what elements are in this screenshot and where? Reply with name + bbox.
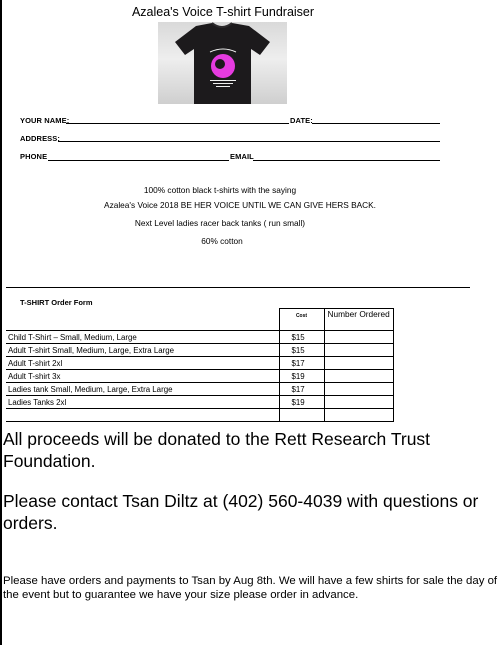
order-table — [6, 308, 394, 422]
item-description: Ladies Tanks 2xl — [6, 396, 279, 409]
address-label: ADDRESS: — [20, 134, 60, 143]
item-cost: $17 — [279, 357, 324, 370]
number-ordered-cell[interactable] — [324, 344, 393, 357]
item-description — [6, 409, 279, 422]
table-row — [6, 357, 393, 370]
item-cost: $17 — [279, 383, 324, 396]
phone-field[interactable] — [48, 160, 229, 161]
deadline-statement: Please have orders and payments to Tsan by Aug 8th. We will have a few shirts for sale the day of the event but to guarantee we have your size please order in advance. — [3, 575, 498, 601]
page-title: Azalea's Voice T-shirt Fundraiser — [131, 5, 315, 19]
name-label: YOUR NAME: — [20, 116, 70, 125]
item-cost: $19 — [279, 370, 324, 383]
tshirt-photo-icon — [158, 22, 287, 104]
table-row — [6, 409, 393, 422]
item-cost — [279, 409, 324, 422]
description-line: 60% cotton — [201, 236, 243, 246]
order-form-title: T-SHIRT Order Form — [20, 298, 93, 307]
item-cost: $19 — [279, 396, 324, 409]
email-label: EMAIL — [230, 152, 254, 161]
address-field[interactable] — [58, 141, 440, 142]
description-line: Next Level ladies racer back tanks ( run small) — [134, 218, 306, 228]
cost-header: Cost — [279, 309, 324, 331]
section-divider — [6, 287, 470, 288]
item-description: Adult T-shirt 3x — [6, 370, 279, 383]
item-description: Ladies tank Small, Medium, Large, Extra Large — [6, 383, 279, 396]
item-description: Adult T-shirt Small, Medium, Large, Extra Large — [6, 344, 279, 357]
item-description: Adult T-shirt 2xl — [6, 357, 279, 370]
table-header-row — [6, 309, 393, 331]
item-cost: $15 — [279, 344, 324, 357]
number-ordered-cell[interactable] — [324, 331, 393, 344]
table-row — [6, 344, 393, 357]
number-ordered-cell[interactable] — [324, 357, 393, 370]
date-label: DATE: — [290, 116, 313, 125]
proceeds-statement: All proceeds will be donated to the Rett Research Trust Foundation. — [3, 429, 431, 471]
phone-label: PHONE — [20, 152, 48, 161]
name-field[interactable] — [66, 123, 289, 124]
table-row — [6, 331, 393, 344]
table-row — [6, 396, 393, 409]
item-description: Child T-Shirt – Small, Medium, Large — [6, 331, 279, 344]
table-row — [6, 383, 393, 396]
table-header-spacer — [6, 309, 279, 331]
number-ordered-cell[interactable] — [324, 396, 393, 409]
page-left-border — [0, 0, 2, 645]
table-row — [6, 370, 393, 383]
description-line: Azalea's Voice 2018 BE HER VOICE UNTIL WE CAN GIVE HERS BACK. — [104, 200, 376, 210]
number-ordered-header: Number Ordered — [324, 309, 393, 331]
description-line: 100% cotton black t-shirts with the saying — [143, 185, 297, 195]
number-ordered-cell[interactable] — [324, 370, 393, 383]
item-cost: $15 — [279, 331, 324, 344]
email-field[interactable] — [253, 160, 440, 161]
number-ordered-cell[interactable] — [324, 409, 393, 422]
number-ordered-cell[interactable] — [324, 383, 393, 396]
date-field[interactable] — [312, 123, 440, 124]
contact-statement: Please contact Tsan Diltz at (402) 560-4039 with questions or orders. — [3, 491, 479, 533]
